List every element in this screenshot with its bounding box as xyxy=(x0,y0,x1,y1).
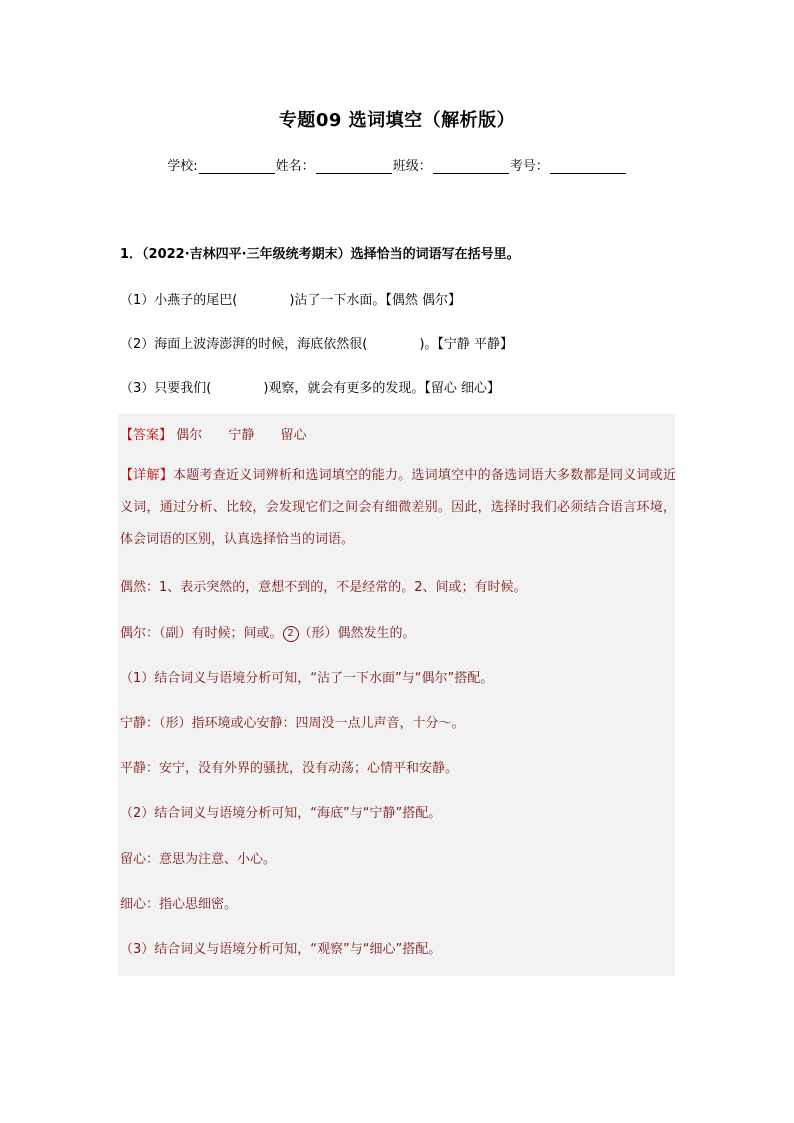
question-item-3-post: )观察，就会有更多的发现。【留心 细心】 xyxy=(263,381,501,396)
exam-no-blank[interactable] xyxy=(550,159,626,174)
class-blank[interactable] xyxy=(433,159,509,174)
answer-value-1: 偶尔 xyxy=(176,428,203,443)
definition-ouer-part1: 偶尔：（副）有时候；间或。 xyxy=(120,626,283,641)
name-blank[interactable] xyxy=(316,159,392,174)
definition-ouran: 偶然：1、表示突然的，意想不到的，不是经常的。2、间或；有时候。 xyxy=(120,580,527,595)
answer-value-3: 留心 xyxy=(280,428,307,443)
definition-ouer xyxy=(120,622,416,642)
definition-ouer-part2: （形）偶然发生的。 xyxy=(298,626,416,641)
school-label: 学校: xyxy=(167,159,198,174)
name-label: 姓名： xyxy=(275,159,315,174)
definition-pingjing: 平静：安宁，没有外界的骚扰，没有动荡；心情平和安静。 xyxy=(120,761,459,776)
definition-xixin: 细心：指心思细密。 xyxy=(120,897,238,912)
exam-no-label: 考号： xyxy=(509,159,549,174)
answer-line xyxy=(120,424,306,443)
analysis-1: （1）结合词义与语境分析可知，“沾了一下水面”与“偶尔”搭配。 xyxy=(120,671,494,686)
detail-paragraph xyxy=(120,460,676,556)
question-item-2-post: )。【宁静 平静】 xyxy=(419,337,514,352)
circled-number: 2 xyxy=(283,626,299,642)
page-title: 专题09 选词填空（解析版） xyxy=(278,110,516,131)
question-item-3-pre: （3）只要我们( xyxy=(120,381,212,396)
question-item-3 xyxy=(120,377,500,396)
question-stem: 1．（2022·吉林四平·三年级统考期末）选择恰当的词语写在括号里。 xyxy=(120,247,520,262)
analysis-3: （3）结合词义与语境分析可知，“观察”与“细心”搭配。 xyxy=(120,942,442,957)
answer-tag: 【答案】 xyxy=(120,428,173,443)
definition-ningjing: 宁静：（形）指环境或心安静：四周没一点儿声音，十分～。 xyxy=(120,716,465,731)
analysis-2: （2）结合词义与语境分析可知，“海底”与“宁静”搭配。 xyxy=(120,806,442,821)
question-item-1-post: )沾了一下水面。【偶然 偶尔】 xyxy=(289,293,462,308)
answer-value-2: 宁静 xyxy=(228,428,255,443)
definition-liuxin: 留心：意思为注意、小心。 xyxy=(120,852,277,867)
detail-tag: 【详解】 xyxy=(120,468,173,483)
student-info-line xyxy=(0,155,794,174)
detail-text: 本题考查近义词辨析和选词填空的能力。选词填空中的备选词语大多数都是同义词或近义词，通过分析、比较，会发现它们之间会有细微差别。因此，选择时我们必须结合语言环境，体会词语的区别，认真选择恰当的词语。 xyxy=(120,468,676,547)
question-item-1 xyxy=(120,289,461,308)
question-item-2 xyxy=(120,333,513,352)
question-item-2-pre: （2）海面上波涛澎湃的时候，海底依然很( xyxy=(120,337,368,352)
school-blank[interactable] xyxy=(199,159,275,174)
class-label: 班级： xyxy=(392,159,432,174)
question-item-1-pre: （1）小燕子的尾巴( xyxy=(120,293,238,308)
